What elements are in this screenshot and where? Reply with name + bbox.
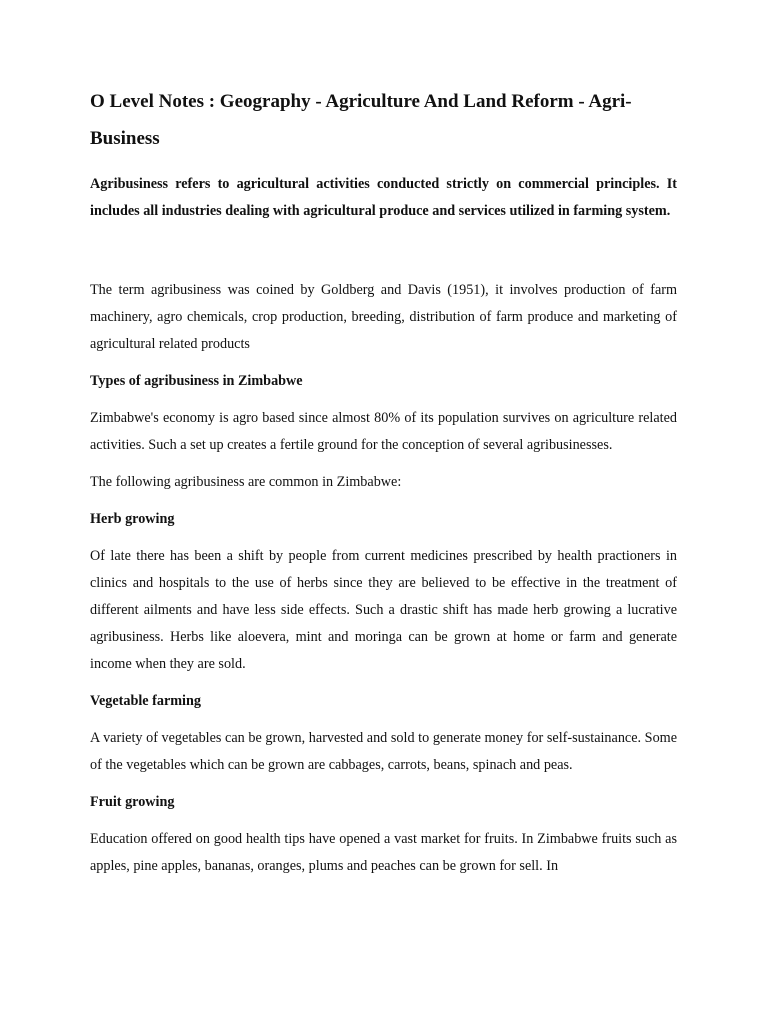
- types-heading: Types of agribusiness in Zimbabwe: [90, 373, 303, 389]
- herb-paragraph: Of late there has been a shift by people from current medicines prescribed by health practioners in clinics and hospitals to the use of herbs since they are believed to be effective in the treatment of different ailments and have less side effects. Such a drastic shift has made herb growing a lucrative agribusiness. Herbs like aloevera, mint and moringa can be grown at home or farm and generate income when they are sold.: [90, 548, 677, 672]
- lead-paragraph: Agribusiness refers to agricultural activities conducted strictly on commercial principles. It includes all industries dealing with agricultural produce and services utilized in farming system.: [90, 176, 677, 219]
- herb-heading: Herb growing: [90, 511, 175, 527]
- vegetable-paragraph: A variety of vegetables can be grown, harvested and sold to generate money for self-sustainance. Some of the vegetables which can be grown are cabbages, carrots, beans, spinach and peas.: [90, 730, 677, 773]
- document-page: [90, 83, 677, 890]
- fruit-heading: Fruit growing: [90, 794, 175, 810]
- document-title: O Level Notes : Geography - Agriculture And Land Reform - Agri-Business: [90, 91, 632, 149]
- types-paragraph: Zimbabwe's economy is agro based since almost 80% of its population survives on agriculture related activities. Such a set up creates a fertile ground for the conception of several agribusinesses.: [90, 410, 677, 453]
- common-paragraph: The following agribusiness are common in Zimbabwe:: [90, 474, 402, 490]
- vegetable-heading: Vegetable farming: [90, 693, 201, 709]
- fruit-paragraph: Education offered on good health tips have opened a vast market for fruits. In Zimbabwe fruits such as apples, pine apples, bananas, oranges, plums and peaches can be grown for sell. In: [90, 831, 677, 874]
- intro-paragraph: The term agribusiness was coined by Goldberg and Davis (1951), it involves production of farm machinery, agro chemicals, crop production, breeding, distribution of farm produce and marketing of agricultural related products: [90, 282, 677, 352]
